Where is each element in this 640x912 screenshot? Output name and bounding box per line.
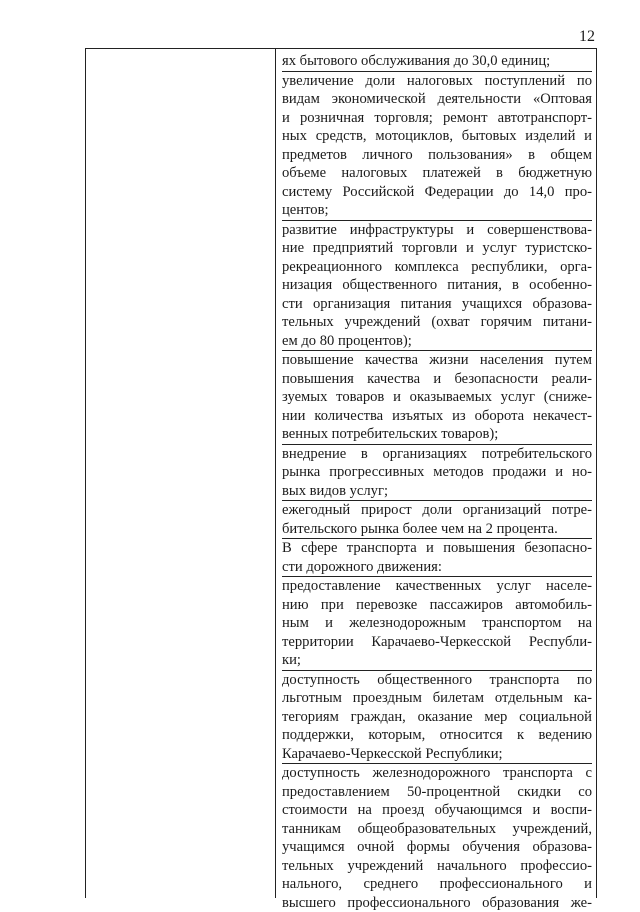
text-line: бительского рынка более чем на 2 процента.: [282, 520, 592, 539]
text-line: тегориям граждан, оказание мер социальной: [282, 708, 592, 727]
text-line: центов;: [282, 201, 592, 220]
text-line: тельных учреждений начального профессио-: [282, 857, 592, 876]
text-line: предметов личного пользования» в общем: [282, 146, 592, 165]
text-line: стоимости на проезд обучающимся и воспи-: [282, 801, 592, 820]
text-line: нального, среднего профессионального и: [282, 875, 592, 894]
text-line: ние предприятий торговли и услуг туристско-: [282, 239, 592, 258]
text-line: высшего профессионального образования же-: [282, 894, 592, 912]
table-right-column: [282, 52, 592, 912]
text-line: зуемых товаров и оказываемых услуг (сниже-: [282, 388, 592, 407]
text-line: низация общественного питания, в особенно-: [282, 276, 592, 295]
text-line: ем до 80 процентов);: [282, 332, 592, 351]
text-line: ки;: [282, 651, 592, 670]
text-line: развитие инфраструктуры и совершенствова-: [282, 220, 592, 240]
page-number: 12: [555, 28, 595, 46]
text-line: и розничная торговля; ремонт автотранспорт-: [282, 109, 592, 128]
text-line: нию при перевозке пассажиров автомобиль-: [282, 596, 592, 615]
text-line: рынка прогрессивных методов продажи и но-: [282, 463, 592, 482]
text-line: территории Карачаево-Черкесской Республи-: [282, 633, 592, 652]
text-line: систему Российской Федерации до 14,0 про-: [282, 183, 592, 202]
text-line: ных средств, мотоциклов, бытовых изделий и: [282, 127, 592, 146]
text-line: поддержки, которым, относится к ведению: [282, 726, 592, 745]
text-line: повышение качества жизни населения путем: [282, 350, 592, 370]
text-line: сти дорожного движения:: [282, 558, 592, 577]
text-line: предоставление качественных услуг населе-: [282, 576, 592, 596]
text-line: танникам общеобразовательных учреждений,: [282, 820, 592, 839]
document-table: [85, 48, 597, 898]
text-line: венных потребительских товаров);: [282, 425, 592, 444]
text-line: доступность общественного транспорта по: [282, 670, 592, 690]
text-line: сти организация питания учащихся образова-: [282, 295, 592, 314]
text-line: вых видов услуг;: [282, 482, 592, 501]
table-left-column: [86, 49, 276, 898]
text-line: ным и железнодорожным транспортом на: [282, 614, 592, 633]
text-line: внедрение в организациях потребительского: [282, 444, 592, 464]
text-line: ях бытового обслуживания до 30,0 единиц;: [282, 52, 592, 71]
text-line: В сфере транспорта и повышения безопасно-: [282, 538, 592, 558]
text-line: Карачаево-Черкесской Республики;: [282, 745, 592, 764]
text-line: нии количества изъятых из оборота некачест-: [282, 407, 592, 426]
text-line: повышения качества и безопасности реали-: [282, 370, 592, 389]
text-line: увеличение доли налоговых поступлений по: [282, 71, 592, 91]
text-line: ежегодный прирост доли организаций потре-: [282, 500, 592, 520]
text-line: доступность железнодорожного транспорта с: [282, 763, 592, 783]
text-line: рекреационного комплекса республики, орга-: [282, 258, 592, 277]
text-line: тельных учреждений (охват горячим питани-: [282, 313, 592, 332]
text-line: льготным проездным билетам отдельным ка-: [282, 689, 592, 708]
text-line: объеме налоговых платежей в бюджетную: [282, 164, 592, 183]
text-line: видам экономической деятельности «Оптовая: [282, 90, 592, 109]
text-line: предоставлением 50-процентной скидки со: [282, 783, 592, 802]
text-line: учащимся очной формы обучения образова-: [282, 838, 592, 857]
